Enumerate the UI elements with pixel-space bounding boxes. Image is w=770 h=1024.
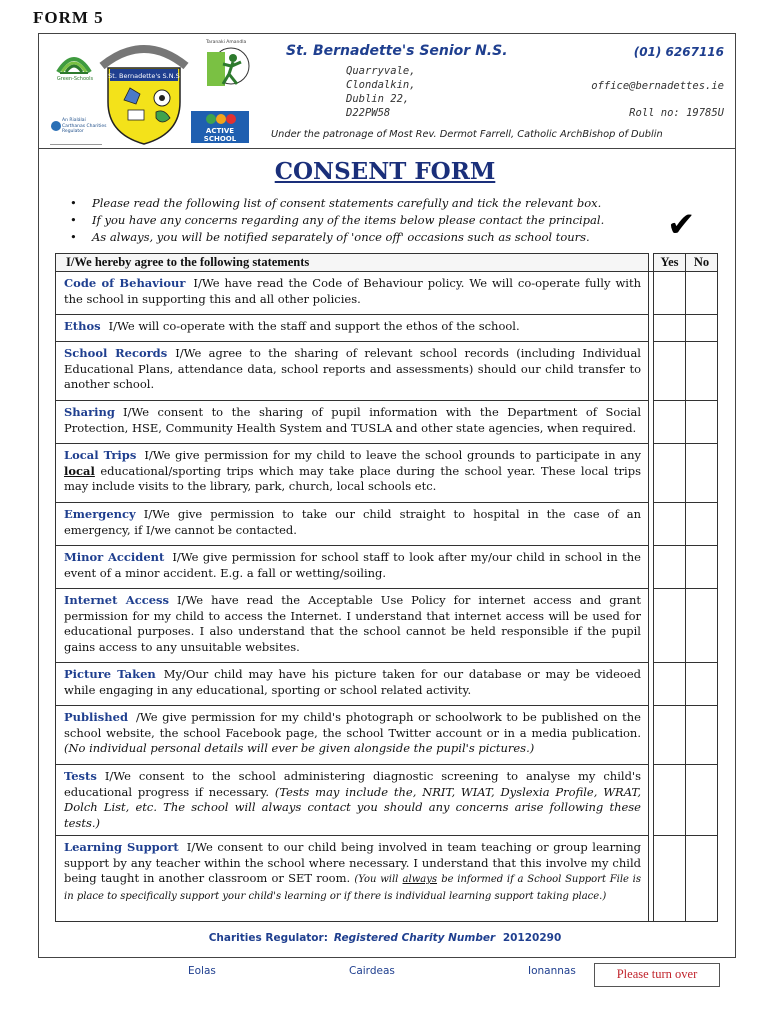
consent-row-sharing xyxy=(56,401,718,444)
yes-checkbox[interactable] xyxy=(654,401,686,444)
no-checkbox[interactable] xyxy=(686,444,718,503)
consent-table xyxy=(55,253,718,922)
yes-checkbox[interactable] xyxy=(654,765,686,836)
green-schools-logo xyxy=(52,42,96,92)
school-email: office@bernadettes.ie xyxy=(591,80,724,92)
row-label: Emergency xyxy=(64,507,136,521)
consent-row-emergency xyxy=(56,503,718,546)
consent-row-learning-support xyxy=(56,836,718,922)
no-checkbox[interactable] xyxy=(686,589,718,663)
address-line: D22PW58 xyxy=(346,107,391,119)
consent-row-published xyxy=(56,706,718,765)
consent-row-school-records xyxy=(56,342,718,401)
school-crest-logo xyxy=(98,38,190,146)
row-note: (You will xyxy=(354,874,399,885)
school-phone: (01) 6267116 xyxy=(633,45,724,59)
walk-logo xyxy=(199,40,251,90)
row-label: Learning Support xyxy=(64,840,179,854)
turn-over-label: Please turn over xyxy=(594,963,720,987)
row-label: School Records xyxy=(64,346,168,360)
footer-word-eolas: Eolas xyxy=(188,965,216,977)
consent-row-local-trips xyxy=(56,444,718,503)
row-text: I/We give permission for my child to leave the school grounds to participate in any xyxy=(144,448,641,462)
patronage-line: Under the patronage of Most Rev. Dermot Farrell, Catholic ArchBishop of Dublin xyxy=(271,129,663,140)
row-text: I/We give permission to take our child straight to hospital in the case of an emergency, if I/we cannot be contacted. xyxy=(64,507,641,537)
row-label: Tests xyxy=(64,769,97,783)
charity-number: 20120290 xyxy=(502,932,562,944)
no-checkbox[interactable] xyxy=(686,546,718,589)
no-checkbox[interactable] xyxy=(686,663,718,706)
row-text-emphasis: local xyxy=(64,463,95,478)
no-checkbox[interactable] xyxy=(686,765,718,836)
row-label: Sharing xyxy=(64,405,115,419)
yes-checkbox[interactable] xyxy=(654,589,686,663)
yes-checkbox[interactable] xyxy=(654,503,686,546)
table-header-row xyxy=(56,254,718,272)
no-checkbox[interactable] xyxy=(686,503,718,546)
row-text: I/We give permission for school staff to look after my/our child in school in the event of a minor accident. E.g. a fall or wetting/soiling. xyxy=(64,550,641,580)
row-label: Minor Accident xyxy=(64,550,165,564)
active-school-label: ACTIVE SCHOOL xyxy=(203,127,237,143)
row-text: I/We consent to the school administering diagnostic screening to analyse my child's educational progress if necessary. xyxy=(64,769,641,799)
row-text: I/We have read the Acceptable Use Policy for internet access and grant permission for my child to access the Internet. I understand that internet access will be used for educational purposes. I also understand that the school cannot be held responsible if the pupil gains access to any unsuitable websites. xyxy=(64,593,641,654)
row-text: I/We consent to the sharing of pupil information with the Department of Social Protection, HSE, Community Health System and TUSLA and other state agencies, when required. xyxy=(64,405,641,435)
yes-header: Yes xyxy=(654,254,686,272)
school-address xyxy=(346,64,436,120)
walk-logo-label: Taranaki Amandla xyxy=(206,40,247,45)
row-text: I/We consent to our child being involved in team teaching or group learning support by any teacher within the school where necessary. I understand that this involve my child being taught in another classroom or SET room. xyxy=(64,840,641,885)
yes-checkbox[interactable] xyxy=(654,272,686,315)
no-checkbox[interactable] xyxy=(686,836,718,922)
statements-header: I/We hereby agree to the following statements xyxy=(56,254,649,272)
intro-bullet: • As always, you will be notified separately of 'once off' occasions such as school tours. xyxy=(70,229,650,246)
no-checkbox[interactable] xyxy=(686,272,718,315)
consent-row-code-of-behaviour xyxy=(56,272,718,315)
page-title: CONSENT FORM xyxy=(274,158,496,185)
registered-charity-label: Registered Charity Number xyxy=(333,932,496,944)
consent-row-minor-accident xyxy=(56,546,718,589)
row-label: Picture Taken xyxy=(64,667,156,681)
row-note: (Tests may include the, NRIT, WIAT, Dyslexia Profile, WRAT, Dolch List, etc. The school will always contact you should any concerns arise following these tests.) xyxy=(64,784,642,830)
no-checkbox[interactable] xyxy=(686,315,718,342)
row-label: Published xyxy=(64,710,128,724)
address-line: Quarryvale, xyxy=(346,65,416,77)
school-name: St. Bernadette's Senior N.S. xyxy=(286,43,508,59)
yes-checkbox[interactable] xyxy=(654,663,686,706)
consent-row-picture-taken xyxy=(56,663,718,706)
row-note-emphasis: always xyxy=(402,874,438,885)
row-text: I/We will co-operate with the staff and support the ethos of the school. xyxy=(108,319,520,333)
yes-checkbox[interactable] xyxy=(654,706,686,765)
consent-row-tests xyxy=(56,765,718,836)
row-text: /We give permission for my child's photograph or schoolwork to be published on the school website, the school Facebook page, the school Twitter account or in a media publication. xyxy=(64,710,641,740)
consent-row-internet-access xyxy=(56,589,718,663)
no-checkbox[interactable] xyxy=(686,401,718,444)
no-checkbox[interactable] xyxy=(686,342,718,401)
no-checkbox[interactable] xyxy=(686,706,718,765)
yes-checkbox[interactable] xyxy=(654,546,686,589)
yes-checkbox[interactable] xyxy=(654,836,686,922)
row-text: I/We have read the Code of Behaviour policy. We will co-operate fully with the school in supporting this and all other policies. xyxy=(64,276,641,306)
footer-word-ionannas: Ionannas xyxy=(528,965,576,977)
row-label: Internet Access xyxy=(64,593,169,607)
consent-row-ethos xyxy=(56,315,718,342)
crest-text: St. Bernadette's S.N.S xyxy=(108,72,180,80)
row-text: educational/sporting trips which may take place during the school year. These local trips may include visits to the library, park, church, local schools etc. xyxy=(64,463,641,493)
address-line: Clondalkin, xyxy=(346,79,416,91)
row-text: My/Our child may have his picture taken for our database or may be videoed while engaging in any educational, sporting or school related activity. xyxy=(64,667,642,697)
charity-line xyxy=(0,932,770,944)
intro-bullet: • If you have any concerns regarding any of the items below please contact the principal. xyxy=(70,212,650,229)
row-label: Local Trips xyxy=(64,448,137,462)
yes-checkbox[interactable] xyxy=(654,444,686,503)
yes-checkbox[interactable] xyxy=(654,342,686,401)
charities-regulator-label-text: Charities Regulator: xyxy=(208,932,328,944)
row-label: Code of Behaviour xyxy=(64,276,186,290)
address-line: Dublin 22, xyxy=(346,93,410,105)
checkmark-icon: ✔ xyxy=(667,205,696,245)
no-header: No xyxy=(686,254,718,272)
roll-number: Roll no: 19785U xyxy=(629,107,724,119)
green-schools-label: Green-Schools xyxy=(56,76,94,82)
row-note: (No individual personal details will ever be given alongside the pupil's pictures.) xyxy=(64,741,535,755)
header-divider xyxy=(38,148,736,149)
footer-word-cairdeas: Cairdeas xyxy=(349,965,395,977)
row-text: I/We agree to the sharing of relevant school records (including Individual Educational Plans, attendance data, school reports and assessments) should our child transfer to another school. xyxy=(64,346,641,391)
row-label: Ethos xyxy=(64,319,101,333)
intro-bullets xyxy=(70,195,650,246)
charities-regulator-label: An Rialálaí Carthanas Charities Regulator xyxy=(62,118,107,134)
form-number: FORM 5 xyxy=(33,8,104,27)
yes-checkbox[interactable] xyxy=(654,315,686,342)
row-note: be informed if a School Support File is in place to specifically support your child's learning or if there is individual learning support taking place.) xyxy=(64,874,642,902)
intro-bullet: • Please read the following list of consent statements carefully and tick the relevant box. xyxy=(70,195,650,212)
